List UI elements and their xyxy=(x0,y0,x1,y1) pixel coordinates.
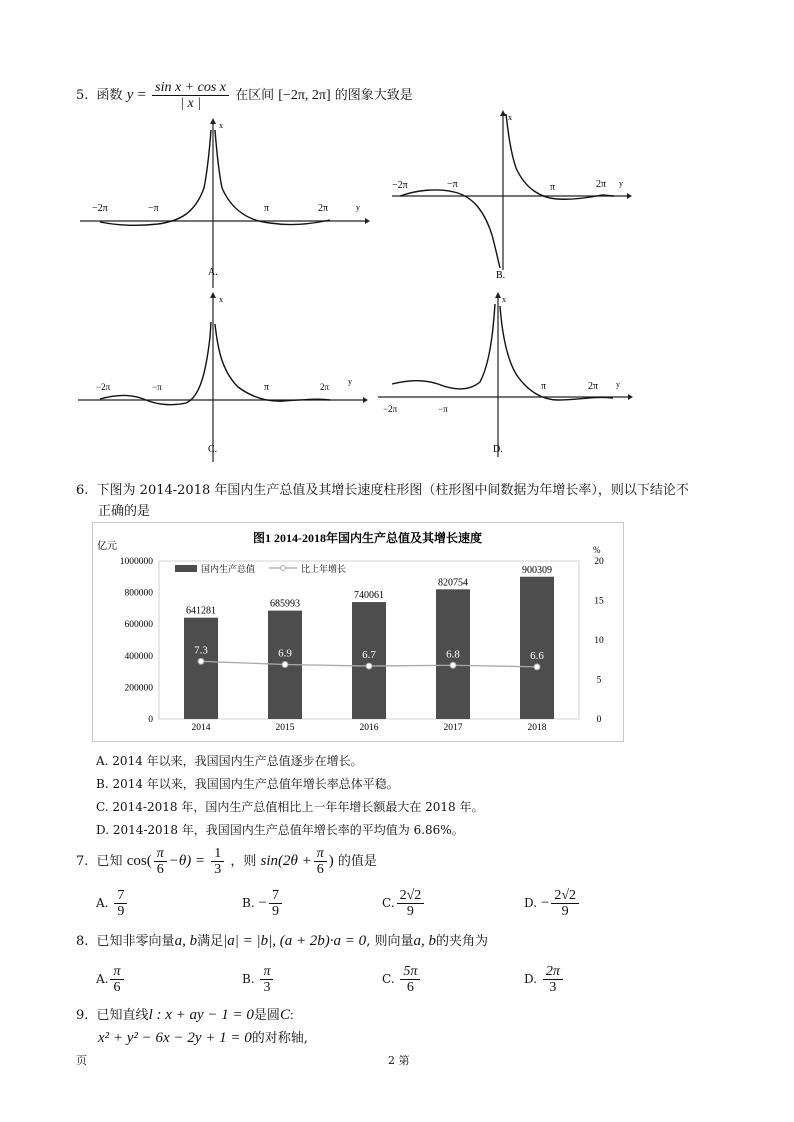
tick-label: 2π xyxy=(320,382,330,392)
x-axis-arrow xyxy=(365,218,370,224)
fraction-den: 6 xyxy=(113,980,121,995)
function-curve xyxy=(100,130,330,225)
q5-graph-d xyxy=(378,292,633,462)
graph-label: C. xyxy=(208,444,218,455)
q7-sin: sin(2θ + xyxy=(260,853,312,869)
bar-value-label: 740061 xyxy=(354,590,384,602)
q7-option-b[interactable] xyxy=(242,888,284,919)
tick-label: −2π xyxy=(383,404,398,414)
option-sign: − xyxy=(258,895,267,911)
q9-text3: 的对称轴, xyxy=(251,1031,308,1046)
x-axis-label: y xyxy=(616,380,620,389)
q5-interval: [−2π, 2π] xyxy=(278,88,331,103)
y-tick-label-left: 600000 xyxy=(124,620,153,631)
fraction-num: 2√2 xyxy=(397,888,425,904)
gdp-chart-svg xyxy=(93,523,623,741)
tick-label: π xyxy=(550,182,556,193)
q6-option-a[interactable]: A. 2014 年以来，我国国内生产总值逐步在增长。 xyxy=(96,754,363,768)
q9-line-eq: l : x + ay − 1 = 0 xyxy=(148,1007,254,1023)
y-tick-label-right: 0 xyxy=(596,715,602,725)
fraction-den: 6 xyxy=(316,862,324,877)
y-tick-label-left: 400000 xyxy=(124,651,153,662)
option-label: B. xyxy=(242,972,255,986)
tick-label: 2π xyxy=(318,203,329,214)
tick-label: π xyxy=(264,203,270,214)
q7-close-paren: ) xyxy=(328,853,334,869)
y-axis-arrow xyxy=(500,110,506,116)
q9-number: 9. xyxy=(76,1008,89,1023)
q7-stem xyxy=(76,846,377,877)
function-curve xyxy=(400,114,614,268)
q6-option-d[interactable]: D. 2014-2018 年，我国国内生产总值年增长率的平均值为 6.86%。 xyxy=(96,823,464,837)
q7-pi-over-6 xyxy=(154,846,167,877)
y-axis-arrow xyxy=(210,292,216,298)
q5-numerator: sin x + cos x xyxy=(152,80,229,96)
x-axis-ticks xyxy=(192,723,547,733)
option-label: D. xyxy=(524,972,538,986)
x-axis-label: y xyxy=(348,377,352,386)
q5-mid: 在区间 xyxy=(235,88,275,103)
q6-stem xyxy=(76,482,726,521)
bar-2018 xyxy=(520,577,554,719)
q8-number: 8. xyxy=(76,934,89,949)
x-axis-label: y xyxy=(356,203,360,212)
y-axis-label: x xyxy=(219,295,223,304)
fraction-num: π xyxy=(260,964,273,980)
tick-label: −2π xyxy=(392,180,408,191)
q5-equals: = xyxy=(137,87,146,103)
bar-value-label: 900309 xyxy=(522,564,552,576)
y-axis-right-label: % xyxy=(593,545,601,555)
tick-label: −π xyxy=(148,203,159,214)
chart-title: 图1 2014-2018年国内生产总值及其增长速度 xyxy=(253,531,482,545)
tick-label: −π xyxy=(447,179,458,190)
y-tick-label-left: 800000 xyxy=(124,588,153,599)
x-tick-label: 2017 xyxy=(443,723,463,733)
option-label: C. xyxy=(382,896,395,910)
q6-text-line2: 正确的是 xyxy=(98,504,151,519)
q6-options xyxy=(96,750,484,842)
q9-text2: 是圆 xyxy=(253,1008,280,1023)
q7-prefix: 已知 xyxy=(96,854,123,869)
x-axis-arrow xyxy=(627,193,632,199)
x-tick-label: 2016 xyxy=(359,723,379,733)
fraction-den: 9 xyxy=(271,904,279,919)
y-tick-label-left: 0 xyxy=(148,715,153,725)
y-axis-left-ticks xyxy=(120,557,154,725)
tick-label: π xyxy=(541,381,547,392)
q8-vectors: a, b xyxy=(174,933,198,949)
q7-number: 7. xyxy=(76,854,89,869)
bar-value-label: 641281 xyxy=(186,605,216,617)
q9-stem xyxy=(76,1006,308,1048)
growth-point-2017 xyxy=(450,662,456,668)
q8-text3: , 则向量 xyxy=(366,934,414,949)
growth-value-label: 7.3 xyxy=(194,644,208,657)
q6-number: 6. xyxy=(76,483,89,498)
legend-line-label: 比上年增长 xyxy=(301,564,347,574)
fraction-num: 7 xyxy=(269,888,282,904)
q6-text-line1: 下图为 2014-2018 年国内生产总值及其增长速度柱形图（柱形图中间数据为年增长率），则以下结论不 xyxy=(96,483,689,498)
y-axis-right-ticks xyxy=(594,557,604,725)
x-tick-label: 2014 xyxy=(191,723,211,733)
q7-mid: ，则 xyxy=(230,854,257,869)
q5-stem xyxy=(76,80,413,111)
bar-value-label: 820754 xyxy=(438,577,468,589)
x-tick-label: 2018 xyxy=(527,723,547,733)
q8-option-c[interactable] xyxy=(382,964,422,995)
y-tick-label-left: 200000 xyxy=(124,683,153,694)
y-tick-label-right: 10 xyxy=(594,636,604,646)
fraction-den: 9 xyxy=(117,904,125,919)
q7-option-d[interactable] xyxy=(524,888,581,919)
growth-point-2015 xyxy=(282,661,288,667)
q5-fraction xyxy=(152,80,229,111)
q9-text1: 已知直线 xyxy=(96,1008,149,1023)
tick-label: 2π xyxy=(596,179,607,190)
q5-graph-b xyxy=(392,110,632,290)
fraction-num: 1 xyxy=(211,846,224,862)
option-label: A. xyxy=(96,896,109,910)
q7-option-c[interactable] xyxy=(382,888,426,919)
fraction-den: 3 xyxy=(214,862,222,877)
fraction-num: 5π xyxy=(400,964,420,980)
fraction-num: π xyxy=(110,964,123,980)
graph-label: A. xyxy=(208,267,218,278)
growth-value-label: 6.8 xyxy=(446,648,460,661)
y-axis-arrow xyxy=(210,118,216,124)
tick-label: −2π xyxy=(96,382,111,392)
q8-text1: 已知非零向量 xyxy=(96,934,175,949)
q6-option-b[interactable]: B. 2014 年以来，我国国内生产总值年增长率总体平稳。 xyxy=(96,777,399,791)
tick-label: −2π xyxy=(92,203,108,214)
fraction-num: π xyxy=(154,846,167,862)
q8-option-b[interactable] xyxy=(242,964,275,995)
q6-option-c[interactable]: C. 2014-2018 年，国内生产总值相比上一年年增长额最大在 2018 年。 xyxy=(96,800,484,814)
option-label: D. xyxy=(524,896,538,910)
y-tick-label-right: 15 xyxy=(594,596,604,607)
graph-label: B. xyxy=(496,270,506,281)
y-axis-left-label: 亿元 xyxy=(97,541,117,552)
y-tick-label-right: 5 xyxy=(596,675,602,686)
legend-bar-label: 国内生产总值 xyxy=(201,564,256,574)
fraction-den: 3 xyxy=(263,980,271,995)
fraction-num: π xyxy=(314,846,327,862)
q5-number: 5. xyxy=(76,88,89,103)
q5-suffix: 的图象大致是 xyxy=(334,88,413,103)
q5-prefix: 函数 xyxy=(96,88,123,103)
x-axis-arrow xyxy=(363,397,368,403)
legend-bar-swatch xyxy=(175,565,197,572)
q8-text4: 的夹角为 xyxy=(435,934,488,949)
q8-option-d[interactable] xyxy=(524,964,565,995)
q8-vectors-2: a, b xyxy=(413,933,436,949)
fraction-den: 9 xyxy=(561,904,569,919)
growth-point-2014 xyxy=(198,658,204,664)
gdp-chart xyxy=(92,522,624,742)
bar-value-label: 685993 xyxy=(270,598,300,610)
q9-circle: C xyxy=(279,1007,290,1023)
q9-colon: : xyxy=(289,1007,294,1022)
y-tick-label-right: 20 xyxy=(594,557,604,567)
q5-graph-a xyxy=(80,118,370,288)
fraction-num: 2√2 xyxy=(551,888,579,904)
growth-point-2016 xyxy=(366,663,372,669)
growth-value-label: 6.9 xyxy=(278,647,292,660)
footer-page-number: 2 第 xyxy=(388,1054,410,1067)
q7-pi-over-6b xyxy=(314,846,327,877)
q8-condition: |a| = |b|, (a + 2b)·a = 0 xyxy=(223,933,367,949)
footer-left: 页 xyxy=(76,1054,87,1067)
tick-label: −π xyxy=(438,404,448,414)
growth-value-label: 6.6 xyxy=(530,649,544,662)
q7-option-a[interactable] xyxy=(96,888,129,919)
option-sign: − xyxy=(540,895,550,911)
fraction-den: 3 xyxy=(549,980,557,995)
q7-suffix: 的值是 xyxy=(337,854,377,869)
q7-one-third xyxy=(211,846,224,877)
q8-text2: 满足 xyxy=(197,934,224,949)
graph-label: D. xyxy=(493,444,503,455)
fraction-num: 7 xyxy=(114,888,127,904)
q9-circle-eq: x² + y² − 6x − 2y + 1 = 0 xyxy=(98,1030,252,1046)
x-tick-label: 2015 xyxy=(275,723,295,733)
fraction-num: 2π xyxy=(543,964,563,980)
bar-2014 xyxy=(184,618,218,719)
q8-stem xyxy=(76,932,488,951)
q7-minus-theta: −θ) = xyxy=(168,853,206,869)
option-label: A. xyxy=(96,972,109,986)
fraction-den: 9 xyxy=(406,904,414,919)
tick-label: π xyxy=(264,382,270,393)
q7-cos: cos( xyxy=(126,853,152,869)
y-axis-arrow xyxy=(495,292,501,298)
y-axis-label: x xyxy=(219,121,223,130)
fraction-den: 6 xyxy=(156,862,164,877)
tick-label: −π xyxy=(152,382,162,392)
q5-graph-c xyxy=(78,292,368,462)
q8-option-a[interactable] xyxy=(96,964,126,995)
y-tick-label-left: 1000000 xyxy=(119,557,153,567)
x-axis-label: y xyxy=(619,179,623,188)
y-axis-label: x xyxy=(508,113,512,122)
growth-value-label: 6.7 xyxy=(362,649,376,662)
option-label: B. xyxy=(242,896,255,910)
function-curve xyxy=(392,304,613,400)
q5-y: y xyxy=(126,87,134,103)
growth-point-2018 xyxy=(534,664,540,670)
tick-label: 2π xyxy=(588,381,599,392)
q5-denominator: | x | xyxy=(180,96,202,111)
y-axis-label: x xyxy=(502,295,506,304)
function-curve xyxy=(100,322,330,405)
legend-line-marker xyxy=(281,566,286,571)
x-axis-arrow xyxy=(628,394,633,400)
fraction-den: 6 xyxy=(406,980,414,995)
option-label: C. xyxy=(382,972,395,986)
